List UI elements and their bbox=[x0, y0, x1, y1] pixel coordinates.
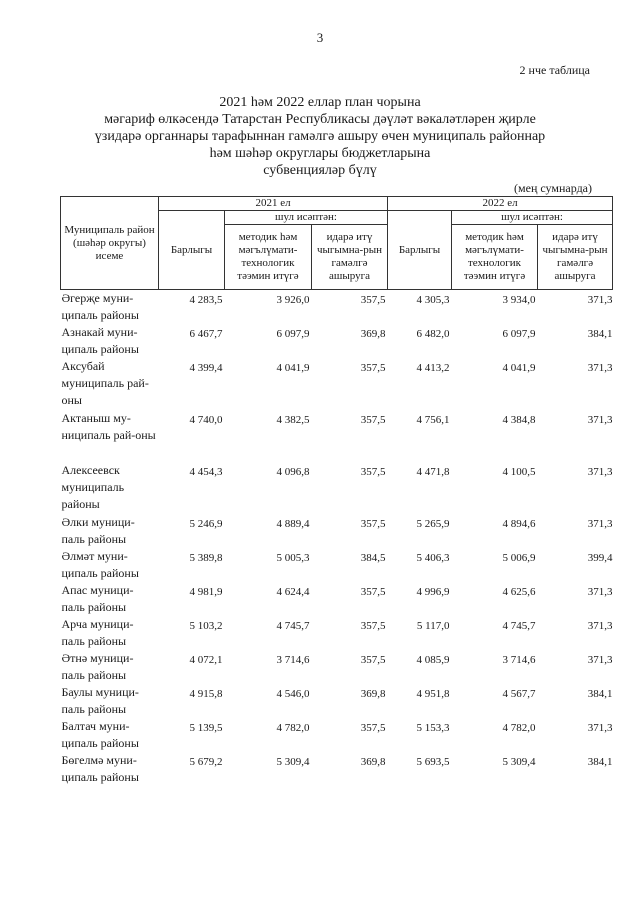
value-a21: 357,5 bbox=[360, 586, 386, 598]
table-row bbox=[61, 684, 613, 718]
municipality-name: Аксубай муниципаль рай-оны bbox=[61, 359, 149, 407]
value-m21: 4 889,4 bbox=[276, 518, 310, 530]
table-row bbox=[61, 358, 613, 410]
table-row bbox=[61, 752, 613, 786]
value-t21: 5 246,9 bbox=[189, 518, 223, 530]
title-line: үзидарә органнары тарафыннан гамәлгә ашыру өчен муниципаль районнар bbox=[94, 129, 546, 144]
value-m22: 3 714,6 bbox=[502, 654, 536, 666]
municipality-name: Азнакай муни-ципаль районы bbox=[61, 325, 139, 356]
value-m22: 4 100,5 bbox=[502, 466, 536, 478]
value-a22: 371,3 bbox=[587, 518, 613, 530]
value-a21: 357,5 bbox=[360, 466, 386, 478]
value-m21: 4 096,8 bbox=[276, 466, 310, 478]
value-m21: 4 382,5 bbox=[276, 414, 310, 426]
value-m22: 3 934,0 bbox=[502, 294, 536, 306]
table-body bbox=[61, 290, 613, 787]
table-row bbox=[61, 548, 613, 582]
value-t21: 5 103,2 bbox=[189, 620, 223, 632]
value-t21: 4 915,8 bbox=[189, 688, 223, 700]
value-t22: 5 117,0 bbox=[416, 620, 450, 632]
value-a21: 369,8 bbox=[360, 688, 386, 700]
units-note: (мең сумнарда) bbox=[514, 181, 592, 195]
value-a22: 371,3 bbox=[587, 620, 613, 632]
value-a21: 357,5 bbox=[360, 654, 386, 666]
table-label: 2 нче таблица bbox=[519, 63, 590, 77]
value-m22: 4 745,7 bbox=[502, 620, 536, 632]
value-m22: 4 782,0 bbox=[502, 722, 536, 734]
value-t22: 5 265,9 bbox=[416, 518, 450, 530]
value-t22: 4 996,9 bbox=[416, 586, 450, 598]
value-m22: 4 567,7 bbox=[502, 688, 536, 700]
table-row bbox=[61, 650, 613, 684]
value-a21: 357,5 bbox=[360, 620, 386, 632]
value-m22: 4 894,6 bbox=[502, 518, 536, 530]
title-line: мәгариф өлкәсендә Татарстан Республикасы дәүләт вәкаләтләрен җирле bbox=[104, 112, 536, 127]
value-t21: 4 072,1 bbox=[189, 654, 223, 666]
table-row bbox=[61, 616, 613, 650]
value-t22: 5 153,3 bbox=[416, 722, 450, 734]
value-a22: 384,1 bbox=[587, 688, 613, 700]
value-t21: 4 740,0 bbox=[189, 414, 223, 426]
value-t21: 5 139,5 bbox=[189, 722, 223, 734]
value-m22: 4 041,9 bbox=[502, 362, 536, 374]
value-a21: 369,8 bbox=[360, 328, 386, 340]
value-t22: 4 756,1 bbox=[416, 414, 450, 426]
value-m21: 4 624,4 bbox=[276, 586, 310, 598]
header-name-column: Муниципаль район (шәһәр округы) исеме bbox=[61, 197, 159, 290]
header-total-2021: Барлыгы bbox=[159, 211, 225, 290]
value-a21: 369,8 bbox=[360, 756, 386, 768]
value-a22: 371,3 bbox=[587, 294, 613, 306]
municipality-name: Баулы муници-паль районы bbox=[61, 685, 139, 716]
value-m22: 4 384,8 bbox=[502, 414, 536, 426]
header-including-2022: шул исәптән: bbox=[452, 211, 613, 225]
value-a22: 399,4 bbox=[587, 552, 613, 564]
value-t22: 5 693,5 bbox=[416, 756, 450, 768]
value-m22: 6 097,9 bbox=[502, 328, 536, 340]
municipality-name: Бөгелмә муни-ципаль районы bbox=[61, 753, 139, 784]
value-m21: 5 309,4 bbox=[276, 756, 310, 768]
table-row bbox=[61, 324, 613, 358]
table-row bbox=[61, 410, 613, 462]
title-line: һәм шәһәр округлары бюджетларына bbox=[209, 146, 431, 161]
municipality-name: Әгерҗе муни-ципаль районы bbox=[61, 291, 139, 322]
header-including-2021: шул исәптән: bbox=[225, 211, 388, 225]
table-row bbox=[61, 462, 613, 514]
document-title bbox=[40, 94, 600, 179]
value-a22: 371,3 bbox=[587, 466, 613, 478]
value-t21: 4 283,5 bbox=[189, 294, 223, 306]
municipality-name: Апас муници-паль районы bbox=[61, 583, 134, 614]
table-row bbox=[61, 290, 613, 325]
municipality-name: Алексеевск муниципаль районы bbox=[61, 463, 125, 511]
municipality-name: Әтнә муници-паль районы bbox=[61, 651, 134, 682]
value-a22: 371,3 bbox=[587, 586, 613, 598]
value-a22: 384,1 bbox=[587, 328, 613, 340]
value-t21: 5 679,2 bbox=[189, 756, 223, 768]
value-m21: 4 782,0 bbox=[276, 722, 310, 734]
value-t22: 6 482,0 bbox=[416, 328, 450, 340]
municipality-name: Балтач муни-ципаль районы bbox=[61, 719, 139, 750]
value-a21: 357,5 bbox=[360, 294, 386, 306]
value-a21: 357,5 bbox=[360, 362, 386, 374]
value-t22: 5 406,3 bbox=[416, 552, 450, 564]
value-t21: 6 467,7 bbox=[189, 328, 223, 340]
value-m22: 5 309,4 bbox=[502, 756, 536, 768]
value-t22: 4 413,2 bbox=[416, 362, 450, 374]
header-methodical-2022: методик һәм мәгълүмати-технологик тәэмин итүгә bbox=[452, 225, 538, 290]
value-m21: 4 745,7 bbox=[276, 620, 310, 632]
table-row bbox=[61, 514, 613, 548]
value-m22: 5 006,9 bbox=[502, 552, 536, 564]
value-t22: 4 085,9 bbox=[416, 654, 450, 666]
value-a22: 371,3 bbox=[587, 414, 613, 426]
value-a21: 384,5 bbox=[360, 552, 386, 564]
value-t21: 4 399,4 bbox=[189, 362, 223, 374]
value-t21: 4 981,9 bbox=[189, 586, 223, 598]
value-a21: 357,5 bbox=[360, 414, 386, 426]
value-t21: 4 454,3 bbox=[189, 466, 223, 478]
value-m21: 4 041,9 bbox=[276, 362, 310, 374]
value-m21: 3 714,6 bbox=[276, 654, 310, 666]
title-line: субвенцияләр бүлү bbox=[263, 163, 377, 178]
value-m21: 6 097,9 bbox=[276, 328, 310, 340]
value-m21: 4 546,0 bbox=[276, 688, 310, 700]
value-a21: 357,5 bbox=[360, 722, 386, 734]
table-row bbox=[61, 718, 613, 752]
value-a21: 357,5 bbox=[360, 518, 386, 530]
value-a22: 384,1 bbox=[587, 756, 613, 768]
value-t22: 4 305,3 bbox=[416, 294, 450, 306]
value-a22: 371,3 bbox=[587, 362, 613, 374]
value-m21: 5 005,3 bbox=[276, 552, 310, 564]
value-t22: 4 471,8 bbox=[416, 466, 450, 478]
table-row bbox=[61, 582, 613, 616]
subventions-table bbox=[60, 196, 613, 786]
value-a22: 371,3 bbox=[587, 654, 613, 666]
municipality-name: Әлмәт муни-ципаль районы bbox=[61, 549, 139, 580]
header-admin-2021: идарә итү чыгымна-рын гамәлгә ашыруга bbox=[312, 225, 388, 290]
value-m22: 4 625,6 bbox=[502, 586, 536, 598]
municipality-name: Арча муници-паль районы bbox=[61, 617, 134, 648]
title-line: 2021 һәм 2022 еллар план чорына bbox=[219, 95, 421, 110]
header-admin-2022: идарә итү чыгымна-рын гамәлгә ашыруга bbox=[538, 225, 613, 290]
page-number: 3 bbox=[316, 30, 324, 45]
municipality-name: Әлки муници-паль районы bbox=[61, 515, 135, 546]
value-a22: 371,3 bbox=[587, 722, 613, 734]
header-year-2021: 2021 ел bbox=[159, 197, 388, 211]
municipality-name: Актаныш му-ниципаль рай-оны bbox=[61, 411, 156, 442]
value-t21: 5 389,8 bbox=[189, 552, 223, 564]
value-t22: 4 951,8 bbox=[416, 688, 450, 700]
header-year-2022: 2022 ел bbox=[388, 197, 613, 211]
header-total-2022: Барлыгы bbox=[388, 211, 452, 290]
header-methodical-2021: методик һәм мәгълүмати-технологик тәэмин итүгә bbox=[225, 225, 312, 290]
value-m21: 3 926,0 bbox=[276, 294, 310, 306]
